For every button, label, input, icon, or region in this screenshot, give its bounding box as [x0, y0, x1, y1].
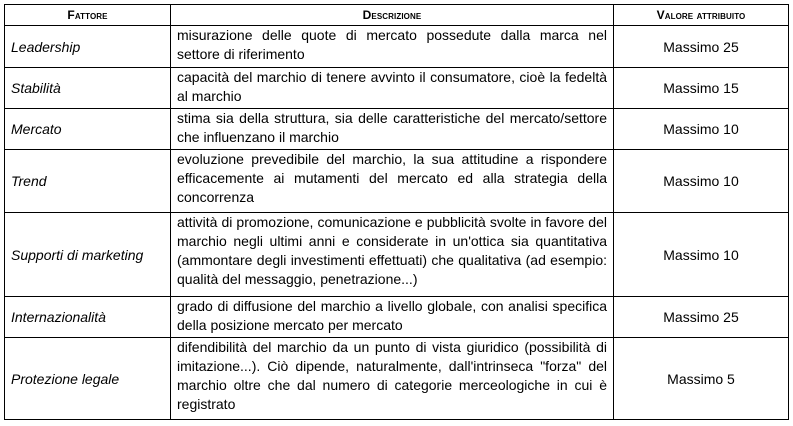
- descrizione-cell: stima sia della struttura, sia delle caratteristiche del mercato/settore che influenzano il marchio: [171, 109, 614, 150]
- table-row: [5, 150, 789, 213]
- fattore-cell: Stabilità: [5, 68, 171, 109]
- header-row: [5, 5, 789, 26]
- fattore-cell: Internazionalità: [5, 297, 171, 338]
- fattore-cell: Leadership: [5, 26, 171, 68]
- descrizione-cell: grado di diffusione del marchio a livello globale, con analisi specifica della posizione mercato per mercato: [171, 297, 614, 338]
- descrizione-cell: attività di promozione, comunicazione e pubblicità svolte in favore del marchio negli ultimi anni e considerate in un'ottica sia quantitativa (ammontare degli investimenti effettuati) che qualitativa (ad esempio: qualità del messaggio, penetrazione...): [171, 213, 614, 297]
- valore-cell: Massimo 10: [614, 213, 789, 297]
- table-row: [5, 213, 789, 297]
- fattore-cell: Protezione legale: [5, 338, 171, 420]
- valore-cell: Massimo 5: [614, 338, 789, 420]
- table-row: [5, 109, 789, 150]
- header-fattore: Fattore: [5, 5, 171, 26]
- header-valore: Valore attribuito: [614, 5, 789, 26]
- table-row: [5, 26, 789, 68]
- header-descrizione: Descrizione: [171, 5, 614, 26]
- valore-cell: Massimo 15: [614, 68, 789, 109]
- table-row: [5, 338, 789, 420]
- valore-cell: Massimo 10: [614, 150, 789, 213]
- descrizione-cell: difendibilità del marchio da un punto di vista giuridico (possibilità di imitazione...). Ciò dipende, naturalmente, dall'intrinseca "forza" del marchio oltre che dal numero di categorie merceologiche in cui è registrato: [171, 338, 614, 420]
- descrizione-cell: misurazione delle quote di mercato possedute dalla marca nel settore di riferimento: [171, 26, 614, 68]
- valore-cell: Massimo 25: [614, 26, 789, 68]
- fattore-cell: Supporti di marketing: [5, 213, 171, 297]
- descrizione-cell: capacità del marchio di tenere avvinto il consumatore, cioè la fedeltà al marchio: [171, 68, 614, 109]
- brand-valuation-table: [4, 4, 789, 420]
- table-row: [5, 297, 789, 338]
- valore-cell: Massimo 10: [614, 109, 789, 150]
- fattore-cell: Mercato: [5, 109, 171, 150]
- table-row: [5, 68, 789, 109]
- fattore-cell: Trend: [5, 150, 171, 213]
- valore-cell: Massimo 25: [614, 297, 789, 338]
- descrizione-cell: evoluzione prevedibile del marchio, la sua attitudine a rispondere efficacemente ai mutamenti del mercato ed alla strategia della concorrenza: [171, 150, 614, 213]
